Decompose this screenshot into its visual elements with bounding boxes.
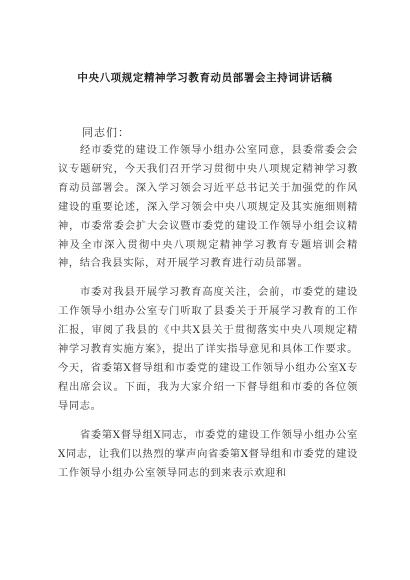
paragraph-3: 省委第X督导组X同志，市委党的建设工作领导小组办公室X同志，让我们以热烈的掌声向省委第X督导组和市委党的建设工作领导小组办公室领导同志的到来表示欢迎和 [58, 429, 358, 479]
paragraph-1: 经市委党的建设工作领导小组办公室同意，县委常委会会议专题研究，今天我们召开学习贯彻中央八项规定精神学习教育动员部署会。深入学习领会习近平总书记关于加强党的作风建设的重要论述，深入学习领会中央八项规定及其实施细则精神，市委常委会扩大会议暨市委党的建设工作领导小组会议精神及全市深入贯彻中央八项规定精神学习教育专题培训会精神，结合我县实际，对开展学习教育进行动员部署。 [58, 145, 358, 270]
paragraph-2: 市委对我县开展学习教育高度关注，会前，市委党的建设工作领导小组办公室专门听取了县委关于开展学习教育的工作汇报，审阅了我县的《中共X县关于贯彻落实中央八项规定精神学习教育实施方案》，提出了详实指导意见和具体工作要求。今天，省委第X督导组和市委党的建设工作领导小组办公室X专程出席会议。下面，我为大家介绍一下督导组和市委的各位领导同志。 [58, 287, 358, 412]
salutation: 同志们： [82, 126, 130, 139]
document-body [58, 142, 358, 493]
document-title: 中央八项规定精神学习教育动员部署会主持词讲话稿 [77, 72, 333, 84]
